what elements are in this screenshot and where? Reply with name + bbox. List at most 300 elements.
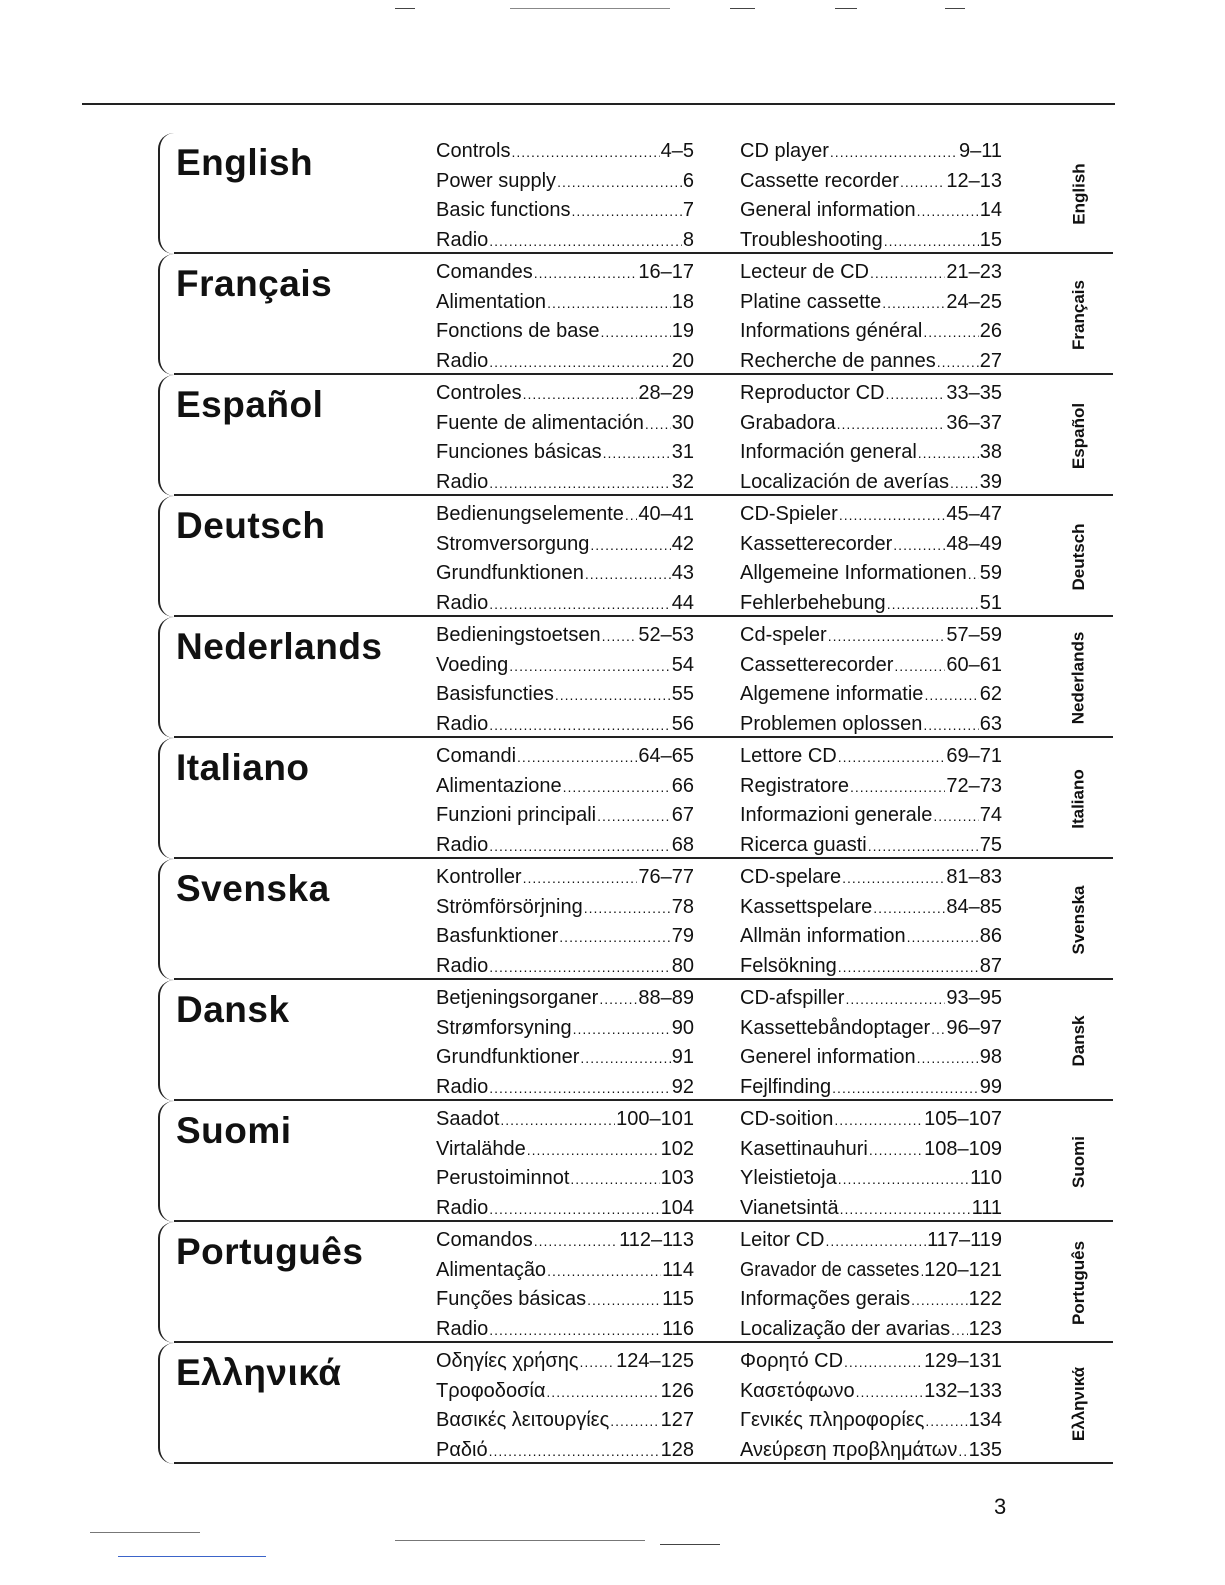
entry-page: 99	[979, 1075, 1002, 1098]
dot-leader	[587, 1285, 661, 1315]
entry-label: Saadot	[436, 1108, 500, 1130]
toc-entry	[740, 952, 1002, 982]
dot-leader	[559, 922, 670, 952]
dot-leader	[489, 1436, 660, 1466]
dot-leader	[573, 1014, 671, 1044]
entry-label: Problemen oplossen	[740, 712, 923, 735]
entry-page: 26	[979, 320, 1002, 342]
entry-label: Γενικές πληροφορίες	[740, 1409, 925, 1431]
entry-page: 20	[671, 349, 694, 372]
language-heading: Italiano	[176, 747, 310, 788]
entry-label: Funções básicas	[436, 1288, 587, 1310]
entry-page: 51	[979, 591, 1002, 614]
entry-page: 96–97	[946, 1016, 1002, 1039]
toc-entry	[740, 589, 1002, 619]
side-tab-label: Italiano	[1069, 768, 1088, 829]
right-column	[740, 1105, 1002, 1223]
entry-label: Fehlerbehebung	[740, 591, 886, 614]
dot-leader	[850, 772, 945, 802]
entry-label: Strømforsyning	[436, 1016, 572, 1039]
entry-page: 52–53	[638, 624, 694, 646]
entry-label: Yleistietoja	[740, 1167, 837, 1189]
toc-entry	[740, 984, 1002, 1014]
page-number: 3	[994, 1494, 1007, 1519]
entry-label: Funciones básicas	[436, 441, 602, 463]
section-suomi	[158, 1101, 1113, 1222]
side-tab-label: Nederlands	[1069, 631, 1088, 724]
left-column	[436, 1347, 694, 1465]
entry-page: 127	[660, 1409, 694, 1431]
toc-entry	[436, 922, 694, 952]
entry-page: 30	[671, 411, 694, 434]
toc-entry	[436, 1226, 694, 1256]
right-column	[740, 621, 1002, 739]
entry-label: Comandos	[436, 1229, 533, 1251]
dot-leader	[603, 438, 671, 468]
entry-page: 126	[660, 1379, 694, 1402]
toc-entry	[740, 1073, 1002, 1103]
entry-label: Fejlfinding	[740, 1075, 832, 1098]
toc-entry	[436, 863, 694, 893]
dot-leader	[585, 559, 671, 589]
left-column	[436, 137, 694, 255]
entry-label: Algemene informatie	[740, 683, 924, 705]
entry-label: Vianetsintä	[740, 1196, 839, 1219]
entry-label: Alimentazione	[436, 774, 562, 797]
toc-entry	[740, 621, 1002, 651]
entry-label: Radio	[436, 833, 489, 856]
entry-label: Radio	[436, 712, 489, 735]
dot-leader	[911, 1285, 968, 1315]
scan-artifact	[510, 8, 670, 9]
toc-entry	[436, 1256, 694, 1286]
dot-leader	[557, 167, 682, 197]
entry-page: 67	[671, 804, 694, 826]
entry-label: Cassette recorder	[740, 169, 899, 192]
toc-entry	[740, 772, 1002, 802]
entry-label: Radio	[436, 591, 489, 614]
entry-page: 16–17	[638, 261, 694, 283]
scan-artifact	[945, 8, 965, 9]
section-français	[158, 254, 1113, 375]
entry-page: 54	[671, 653, 694, 676]
entry-label: Radio	[436, 1196, 489, 1219]
entry-page: 44	[671, 591, 694, 614]
entry-page: 116	[662, 1317, 694, 1340]
toc-entry	[740, 742, 1002, 772]
entry-label: Strömförsörjning	[436, 895, 583, 918]
entry-page: 112–113	[619, 1229, 694, 1251]
toc-entry	[740, 1377, 1002, 1407]
left-column	[436, 863, 694, 981]
entry-page: 110	[970, 1167, 1002, 1189]
entry-page: 108–109	[924, 1137, 1002, 1160]
dot-leader	[489, 226, 682, 256]
language-heading: Español	[176, 384, 324, 425]
toc-entry	[436, 559, 694, 589]
dot-leader	[523, 863, 638, 893]
toc-entry	[436, 1105, 694, 1135]
toc-entry	[436, 1436, 694, 1466]
dot-leader	[832, 1073, 979, 1103]
entry-label: Leitor CD	[740, 1229, 825, 1251]
dot-leader	[869, 1135, 923, 1165]
entry-page: 7	[682, 199, 694, 221]
entry-page: 68	[671, 833, 694, 856]
dot-leader	[918, 438, 979, 468]
right-column	[740, 984, 1002, 1102]
dot-leader	[534, 258, 638, 288]
entry-page: 123	[968, 1317, 1002, 1340]
side-tab-label: Dansk	[1069, 1014, 1088, 1067]
toc-entry	[740, 1164, 1002, 1194]
toc-entry	[436, 226, 694, 256]
toc-entry	[740, 500, 1002, 530]
toc-entry	[740, 1014, 1002, 1044]
left-column	[436, 258, 694, 376]
right-column	[740, 1226, 1002, 1344]
toc-entry	[740, 680, 1002, 710]
left-column	[436, 1105, 694, 1223]
entry-label: Οδηγίες χρήσης	[436, 1350, 579, 1372]
entry-page: 74	[979, 804, 1002, 826]
toc-entry	[740, 893, 1002, 923]
section-nederlands	[158, 617, 1113, 738]
toc-entry	[436, 680, 694, 710]
entry-page: 69–71	[946, 745, 1002, 767]
toc-entry	[436, 468, 694, 498]
dot-leader	[602, 621, 638, 651]
toc-entry	[740, 167, 1002, 197]
top-rule	[82, 103, 1115, 105]
dot-leader	[834, 1105, 923, 1135]
toc-entry	[436, 1073, 694, 1103]
dot-leader	[882, 288, 945, 318]
language-heading: Nederlands	[176, 626, 383, 667]
dot-leader	[893, 530, 945, 560]
scan-artifact	[660, 1544, 720, 1545]
entry-page: 115	[662, 1288, 694, 1310]
entry-label: Reproductor CD	[740, 382, 885, 404]
toc-entry	[436, 1135, 694, 1165]
toc-entry	[436, 589, 694, 619]
dot-leader	[600, 317, 670, 347]
entry-label: Platine cassette	[740, 290, 882, 313]
toc-entry	[740, 559, 1002, 589]
toc-entry	[740, 409, 1002, 439]
dot-leader	[838, 952, 979, 982]
toc-entry	[740, 1226, 1002, 1256]
entry-page: 135	[968, 1438, 1002, 1461]
toc-entry	[740, 1256, 1002, 1286]
dot-leader	[500, 1105, 615, 1135]
dot-leader	[489, 710, 670, 740]
entry-page: 9–11	[958, 140, 1002, 162]
language-heading: Dansk	[176, 989, 290, 1030]
toc-entry	[740, 1105, 1002, 1135]
entry-page: 80	[671, 954, 694, 977]
entry-page: 129–131	[924, 1350, 1002, 1372]
entry-page: 64–65	[638, 745, 694, 767]
toc-entry	[436, 621, 694, 651]
language-heading: Ελληνικά	[176, 1352, 342, 1393]
dot-leader	[951, 1315, 968, 1345]
entry-label: Informazioni generale	[740, 804, 933, 826]
dot-leader	[842, 863, 945, 893]
entry-label: CD player	[740, 140, 829, 162]
left-column	[436, 984, 694, 1102]
entry-label: Basfunktioner	[436, 925, 559, 947]
entry-label: Informations général	[740, 320, 923, 342]
entry-page: 98	[979, 1046, 1002, 1068]
dot-leader	[489, 1315, 661, 1345]
dot-leader	[887, 589, 979, 619]
dot-leader	[839, 500, 946, 530]
toc-entry	[740, 137, 1002, 167]
entry-page: 78	[671, 895, 694, 918]
right-column	[740, 1347, 1002, 1465]
entry-page: 117–119	[927, 1229, 1002, 1251]
entry-label: Localização der avarias	[740, 1317, 951, 1340]
entry-page: 21–23	[946, 261, 1002, 283]
dot-leader	[884, 226, 979, 256]
entry-label: Perustoiminnot	[436, 1167, 570, 1189]
toc-entry	[436, 1406, 694, 1436]
toc-entry	[740, 1135, 1002, 1165]
scan-artifact	[395, 8, 415, 9]
dot-leader	[584, 893, 671, 923]
entry-label: Grundfunktionen	[436, 562, 584, 584]
entry-label: Información general	[740, 441, 917, 463]
language-heading: Svenska	[176, 868, 330, 909]
toc-entry	[436, 952, 694, 982]
entry-page: 39	[979, 470, 1002, 493]
dot-leader	[563, 772, 671, 802]
left-column	[436, 500, 694, 618]
left-column	[436, 621, 694, 739]
left-column	[436, 379, 694, 497]
toc-entry	[436, 288, 694, 318]
side-tab-label: English	[1069, 162, 1088, 225]
dot-leader	[534, 1226, 618, 1256]
entry-page: 114	[662, 1258, 694, 1281]
entry-label: Generel information	[740, 1046, 916, 1068]
entry-page: 120–121	[924, 1258, 1002, 1281]
toc-entry	[436, 1043, 694, 1073]
section-english	[158, 133, 1113, 254]
entry-label: Basic functions	[436, 199, 571, 221]
dot-leader	[489, 1073, 670, 1103]
toc-entry	[740, 347, 1002, 377]
entry-label: Radio	[436, 1317, 489, 1340]
entry-page: 90	[671, 1016, 694, 1039]
entry-label: Alimentação	[436, 1258, 547, 1281]
toc-entry	[436, 167, 694, 197]
toc-entry	[740, 438, 1002, 468]
entry-page: 75	[979, 833, 1002, 856]
entry-page: 66	[671, 774, 694, 797]
toc-entry	[740, 226, 1002, 256]
toc-entry	[436, 1285, 694, 1315]
entry-label: Fuente de alimentación	[436, 411, 644, 434]
section-deutsch	[158, 496, 1113, 617]
right-column	[740, 137, 1002, 255]
dot-leader	[900, 167, 945, 197]
dot-leader	[870, 258, 945, 288]
entry-page: 59	[979, 562, 1002, 584]
toc-entry	[436, 1315, 694, 1345]
dot-leader	[923, 317, 978, 347]
dot-leader	[645, 409, 671, 439]
toc-entry	[436, 258, 694, 288]
language-heading: Deutsch	[176, 505, 326, 546]
entry-label: Radio	[436, 954, 489, 977]
toc-entry	[436, 379, 694, 409]
entry-page: 128	[660, 1438, 694, 1461]
entry-page: 79	[671, 925, 694, 947]
section-español	[158, 375, 1113, 496]
entry-label: CD-afspiller	[740, 987, 845, 1009]
entry-label: Basisfuncties	[436, 683, 554, 705]
dot-leader	[489, 831, 670, 861]
toc-entry	[740, 831, 1002, 861]
dot-leader	[570, 1164, 659, 1194]
toc-entry	[436, 347, 694, 377]
entry-page: 43	[671, 562, 694, 584]
dot-leader	[886, 379, 946, 409]
entry-label: Recherche de pannes	[740, 349, 936, 372]
entry-page: 45–47	[946, 503, 1002, 525]
entry-label: Allgemeine Informationen	[740, 562, 967, 584]
dot-leader	[597, 801, 671, 831]
language-heading: English	[176, 142, 314, 183]
dot-leader	[894, 651, 945, 681]
toc-entry	[436, 831, 694, 861]
entry-page: 62	[979, 683, 1002, 705]
side-tab-label: Svenska	[1069, 885, 1088, 954]
entry-label: Power supply	[436, 169, 557, 192]
dot-leader	[489, 952, 670, 982]
toc-entry	[740, 922, 1002, 952]
entry-label: Cd-speler	[740, 624, 827, 646]
toc-entry	[740, 863, 1002, 893]
toc-entry	[436, 530, 694, 560]
entry-label: Φορητό CD	[740, 1350, 844, 1372]
dot-leader	[868, 831, 979, 861]
toc-entry	[740, 651, 1002, 681]
entry-page: 31	[671, 441, 694, 463]
dot-leader	[489, 468, 670, 498]
dot-leader	[830, 137, 958, 167]
left-column	[436, 742, 694, 860]
toc-entry	[436, 137, 694, 167]
scan-artifact	[395, 1540, 645, 1541]
toc-entry	[436, 984, 694, 1014]
entry-label: Betjeningsorganer	[436, 987, 599, 1009]
dot-leader	[625, 500, 637, 530]
toc-entry	[740, 530, 1002, 560]
dot-leader	[917, 1043, 979, 1073]
entry-page: 38	[979, 441, 1002, 463]
entry-label: Voeding	[436, 653, 509, 676]
entry-page: 87	[979, 954, 1002, 977]
entry-label: Localización de averías	[740, 470, 950, 493]
dot-leader	[837, 409, 946, 439]
dot-leader	[828, 621, 946, 651]
entry-label: Comandi	[436, 745, 517, 767]
entry-label: Grundfunktioner	[436, 1046, 580, 1068]
toc-entry	[740, 317, 1002, 347]
left-column	[436, 1226, 694, 1344]
entry-page: 93–95	[946, 987, 1002, 1009]
side-tab-label: Deutsch	[1069, 522, 1088, 591]
toc-entry	[740, 710, 1002, 740]
entry-label: Radio	[436, 470, 489, 493]
entry-page: 60–61	[946, 653, 1002, 676]
entry-page: 134	[968, 1409, 1002, 1431]
dot-leader	[509, 651, 670, 681]
entry-label: Troubleshooting	[740, 228, 883, 251]
entry-label: CD-soition	[740, 1108, 834, 1130]
table-of-contents	[158, 133, 1113, 1464]
dot-leader	[599, 984, 637, 1014]
toc-entry	[436, 651, 694, 681]
scan-artifact	[118, 1556, 266, 1557]
toc-entry	[436, 317, 694, 347]
entry-page: 27	[979, 349, 1002, 372]
entry-page: 18	[671, 290, 694, 313]
entry-label: Lecteur de CD	[740, 261, 869, 283]
dot-leader	[580, 1043, 670, 1073]
toc-entry	[436, 1014, 694, 1044]
entry-page: 105–107	[924, 1108, 1002, 1130]
entry-page: 55	[671, 683, 694, 705]
entry-page: 8	[682, 228, 694, 251]
entry-page: 33–35	[946, 382, 1002, 404]
dot-leader	[958, 1436, 967, 1466]
entry-label: Ραδιό	[436, 1438, 488, 1461]
dot-leader	[489, 347, 670, 377]
entry-page: 76–77	[638, 866, 694, 888]
entry-page: 122	[968, 1288, 1002, 1310]
right-column	[740, 742, 1002, 860]
toc-entry	[436, 710, 694, 740]
language-heading: Suomi	[176, 1110, 292, 1151]
scan-artifact	[835, 8, 857, 9]
toc-entry	[740, 1043, 1002, 1073]
entry-label: Lettore CD	[740, 745, 837, 767]
entry-label: Kontroller	[436, 866, 522, 888]
dot-leader	[950, 468, 979, 498]
entry-page: 102	[660, 1137, 694, 1160]
dot-leader	[907, 922, 979, 952]
dot-leader	[856, 1377, 923, 1407]
dot-leader	[923, 710, 978, 740]
entry-label: Stromversorgung	[436, 532, 590, 555]
right-column	[740, 258, 1002, 376]
toc-entry	[436, 1347, 694, 1377]
toc-entry	[740, 801, 1002, 831]
entry-label: Informações gerais	[740, 1288, 911, 1310]
dot-leader	[527, 1135, 660, 1165]
dot-leader	[931, 1014, 945, 1044]
toc-entry	[436, 742, 694, 772]
right-column	[740, 863, 1002, 981]
dot-leader	[840, 1194, 971, 1224]
toc-entry	[740, 1347, 1002, 1377]
entry-label: Funzioni principali	[436, 804, 597, 826]
dot-leader	[825, 1226, 926, 1256]
